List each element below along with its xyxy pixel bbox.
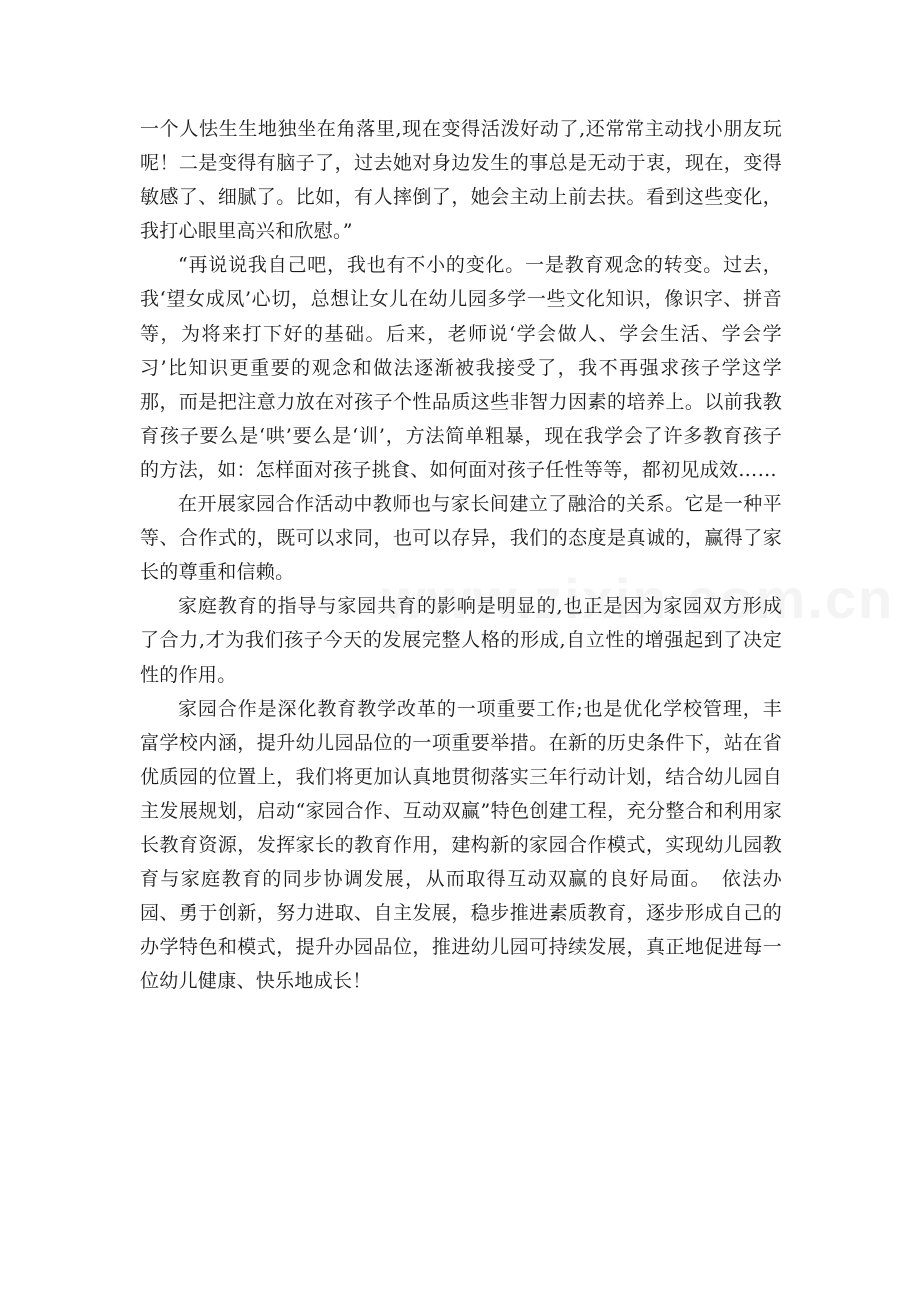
paragraph-family-education-impact: 家庭教育的指导与家园共育的影响是明显的,也正是因为家园双方形成了合力,才为我们孩子今天的发展完整人格的形成,自立性的增强起到了决定性的作用。: [140, 595, 782, 686]
document-body: [140, 112, 782, 998]
paragraph-teacher-parent-relationship: 在开展家园合作活动中教师也与家长间建立了融洽的关系。它是一种平等、合作式的，既可以求同，也可以存异，我们的态度是真诚的，赢得了家长的尊重和信赖。: [140, 493, 782, 584]
paragraph-continuation: 一个人怯生生地独坐在角落里,现在变得活泼好动了,还常常主动找小朋友玩呢！二是变得有脑子了，过去她对身边发生的事总是无动于衷，现在，变得敏感了、细腻了。比如，有人摔倒了，她会主动上前去扶。看到这些变化，我打心眼里高兴和欣慰。”: [140, 118, 782, 243]
paragraph-parent-quote: “再说说我自己吧，我也有不小的变化。一是教育观念的转变。过去，我‘望女成凤’心切，总想让女儿在幼儿园多学一些文化知识，像识字、拼音等，为将来打下好的基础。后来，老师说‘学会做人、学会生活、学会学习’比知识更重要的观念和做法逐渐被我接受了，我不再强求孩子学这学那，而是把注意力放在对孩子个性品质这些非智力因素的培养上。以前我教育孩子要么是‘哄’要么是‘训’，方法简单粗暴，现在我学会了许多教育孩子的方法，如：怎样面对孩子挑食、如何面对孩子任性等等，都初见成效……: [140, 254, 782, 481]
paragraph-home-school-cooperation: 家园合作是深化教育教学改革的一项重要工作;也是优化学校管理，丰富学校内涵，提升幼儿园品位的一项重要举措。在新的历史条件下，站在省优质园的位置上，我们将更加认真地贯彻落实三年行动计划，结合幼儿园自主发展规划，启动“家园合作、互动双赢”特色创建工程，充分整合和利用家长教育资源，发挥家长的教育作用，建构新的家园合作模式，实现幼儿园教育与家庭教育的同步协调发展，从而取得互动双赢的良好局面。 依法办园、勇于创新，努力进取、自主发展，稳步推进素质教育，逐步形成自己的办学特色和模式，提升办园品位，推进幼儿园可持续发展，真正地促进每一位幼儿健康、快乐地成长！: [140, 697, 782, 993]
